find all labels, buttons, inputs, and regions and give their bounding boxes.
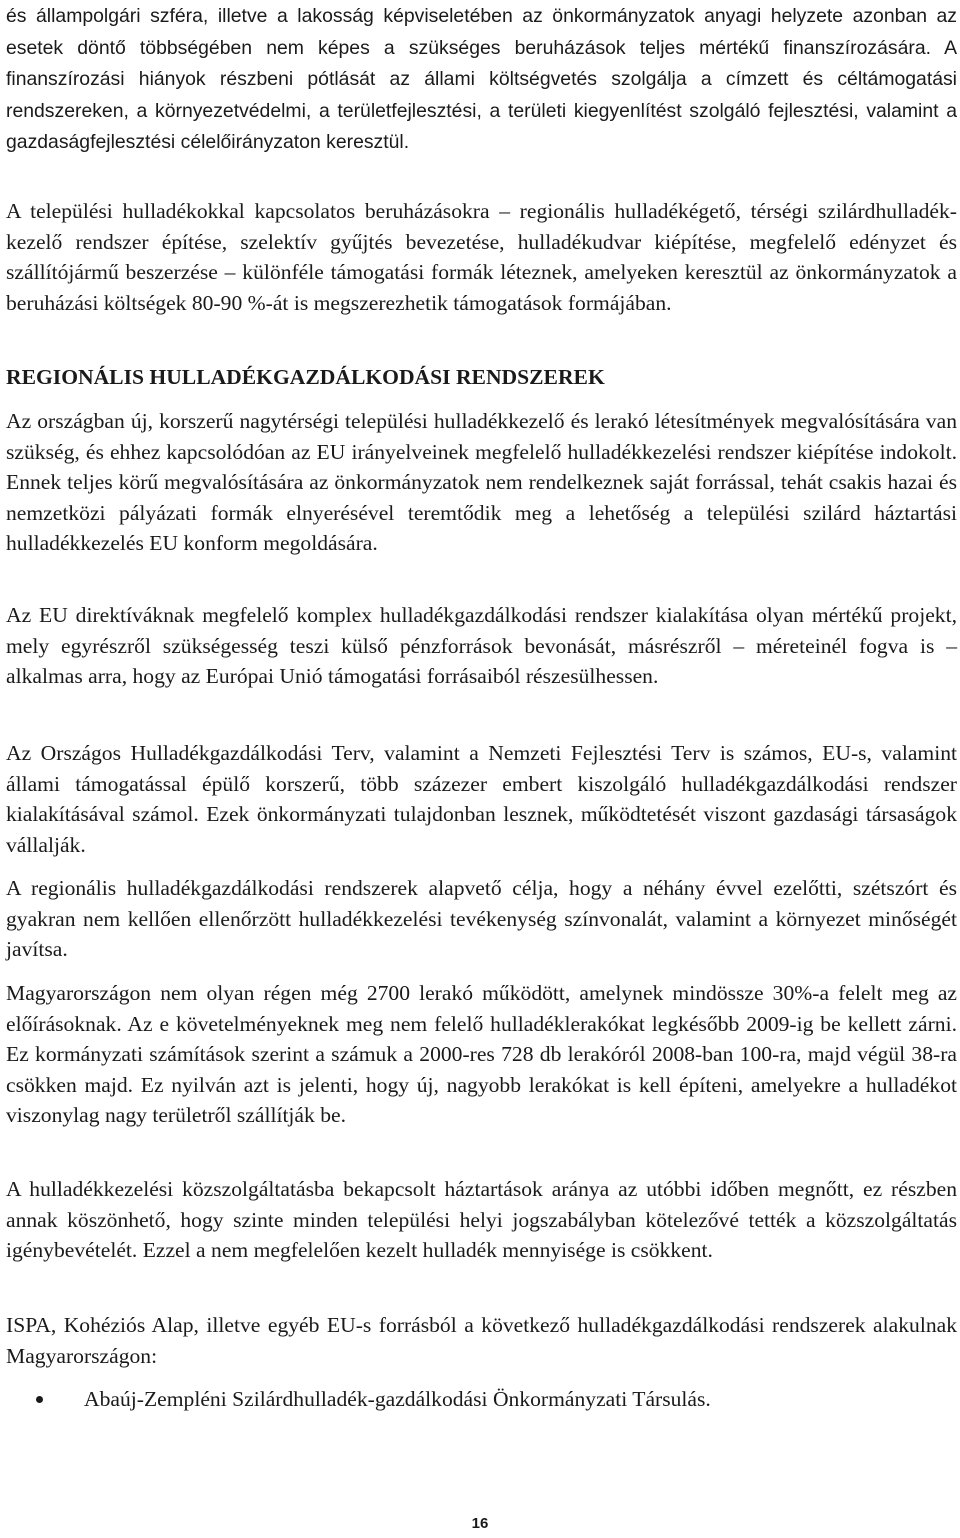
paragraph-regional-goals: A regionális hulladékgazdálkodási rendszerek alapvető célja, hogy a néhány évvel ezelőtti, szétszórt és gyakran nem kellően ellenőrzött hulladékkezelési tevékenység színvonalát, valamint a környezet minőségét javítsa. <box>6 876 957 961</box>
paragraph-investments: A települési hulladékokkal kapcsolatos beruházásokra – regionális hulladékégető, térségi szilárdhulladék-kezelő rendszer építése, szelektív gyűjtés bevezetése, hulladékudvar kiépítése, megfelelő edényzet és szállítójármű beszerzése – különféle támogatási formák léteznek, amelyeken keresztül az önkormányzatok a beruházási költségek 80-90 %-át is megszerezhetik támogatások formájában. <box>6 199 957 315</box>
paragraph-funding-sources: ISPA, Kohéziós Alap, illetve egyéb EU-s forrásból a következő hulladékgazdálkodási rendszerek alakulnak Magyarországon: <box>6 1313 957 1368</box>
paragraph-landfills: Magyarországon nem olyan régen még 2700 lerakó működött, amelynek mindössze 30%-a felelt meg az előírásoknak. Az e követelményeknek meg nem felelő hulladéklerakókat legkésőbb 2009-ig be kellett zárni. Ez kormányzati számítások szerint a számuk a 2000-res 728 db lerakóról 2008-ban 100-ra, majd végül 38-ra csökken majd. Ez nyilván azt is jelenti, hogy új, nagyobb lerakókat is kell építeni, amelyekre a hulladékot viszonylag nagy területről szállítják be. <box>6 981 957 1127</box>
bullet-icon <box>36 1396 43 1403</box>
project-list <box>6 1384 957 1415</box>
paragraph-financing-part-b: A finanszírozási hiányok részbeni pótlását az állami költségvetés szolgálja a címzett és céltámogatási rendszereken, a környezetvédelmi, a területfejlesztési, a területi kiegyenlítést szolgáló fejlesztési, valamint a gazdaságfejlesztési célelőirányzaton keresztül. <box>6 36 957 153</box>
paragraph-national-plan: Az Országos Hulladékgazdálkodási Terv, valamint a Nemzeti Fejlesztési Terv is számos, EU-s, valamint állami támogatással épülő korszerű, több százezer embert kiszolgáló hulladékgazdálkodási rendszer kialakításával számol. Ezek önkormányzati tulajdonban lesznek, működtetését viszont gazdasági társaságok vállalják. <box>6 741 957 857</box>
paragraph-financing-part-a: és állampolgári szféra, illetve a lakosság képviseletében az önkormányzatok anyagi helyzete azonban az esetek döntő többségében nem képes a szükséges beruházások teljes mértékű finanszírozására. <box>6 5 957 59</box>
paragraph-financing <box>6 0 957 158</box>
list-item-text: Abaúj-Zempléni Szilárdhulladék-gazdálkodási Önkormányzati Társulás. <box>84 1387 711 1411</box>
paragraph-public-service: A hulladékkezelési közszolgáltatásba bekapcsolt háztartások aránya az utóbbi időben megnőtt, ez részben annak köszönhető, hogy szinte minden települési helyi jogszabályban kötelezővé tették a közszolgáltatás igénybevételét. Ezzel a nem megfelelően kezelt hulladék mennyisége is csökkent. <box>6 1177 957 1262</box>
list-item <box>6 1384 957 1415</box>
section-heading: REGIONÁLIS HULLADÉKGAZDÁLKODÁSI RENDSZEREK <box>6 365 605 389</box>
paragraph-modern-facilities: Az országban új, korszerű nagytérségi települési hulladékkezelő és lerakó létesítmények megvalósítására van szükség, és ehhez kapcsolódóan az EU irányelveinek megfelelő hulladékkezelési rendszer kiépítése indokolt. Ennek teljes körű megvalósítására az önkormányzatok nem rendelkeznek saját forrással, tehát csakis hazai és nemzetközi pályázati formák elnyerésével teremtődik meg a lehetőség a települési szilárd háztartási hulladékkezelés EU konform megoldására. <box>6 409 957 555</box>
paragraph-eu-directives: Az EU direktíváknak megfelelő komplex hulladékgazdálkodási rendszer kialakítása olyan mértékű projekt, mely egyrészről szükségesség teszi külső pénzforrások bevonását, másrészről – méreteinél fogva is – alkalmas arra, hogy az Európai Unió támogatási forrásaiból részesülhessen. <box>6 603 957 688</box>
page-number: 16 <box>471 1515 489 1532</box>
